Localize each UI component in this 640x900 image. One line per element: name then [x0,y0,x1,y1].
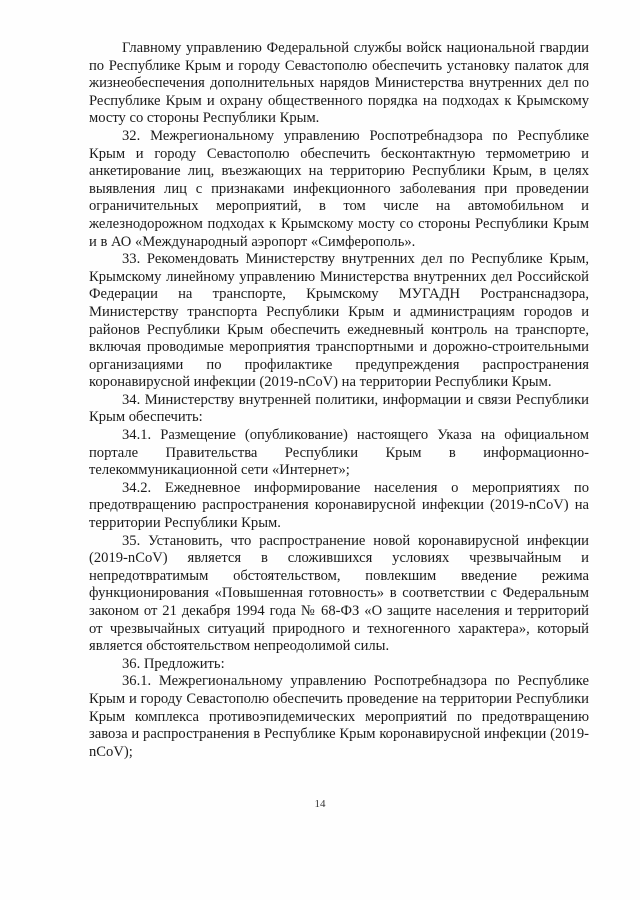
paragraph-34-2: 34.2. Ежедневное информирование населения о мероприятиях по предотвращению распространения коронавирусной инфекции (2019-nCoV) на территории Республики Крым. [89,479,589,532]
paragraph-36: 36. Предложить: [122,655,225,672]
document-body [89,40,589,761]
paragraph-33: 33. Рекомендовать Министерству внутренних дел по Республике Крым, Крымскому линейному управлению Министерства внутренних дел Российской Федерации на транспорте, Крымскому МУГАДН Ространснадзора, Министерству транспорта Республики Крым и администрациям городов и районов Республики Крым обеспечить ежедневный контроль на транспорте, включая проводимые мероприятия транспортными и дорожно-строительными организациями по профилактике предупреждения распространения коронавирусной инфекции (2019-nCoV) на территории Республики Крым. [89,251,589,391]
paragraph-35: 35. Установить, что распространение новой коронавирусной инфекции (2019-nCoV) является в сложившихся условиях чрезвычайным и непредотвратимым обстоятельством, повлекшим введение режима функционирования «Повышенная готовность» в соответствии с Федеральным законом от 21 декабря 1994 года № 68-ФЗ «О защите населения и территорий от чрезвычайных ситуаций природного и техногенного характера», который является обстоятельством непреодолимой силы. [89,532,589,655]
paragraph-32: 32. Межрегиональному управлению Роспотребнадзора по Республике Крым и городу Севастополю обеспечить бесконтактную термометрию и анкетирование лиц, въезжающих на территорию Республики Крым, в целях выявления лиц с признаками инфекционного заболевания при проведении ограничительных мероприятий, в том числе на автомобильном и железнодорожном подходах к Крымскому мосту со стороны Республики Крым и в АО «Международный аэропорт «Симферополь». [89,127,589,250]
page-number: 14 [314,798,326,810]
paragraph-guard-tents: Главному управлению Федеральной службы войск национальной гвардии по Республике Крым и городу Севастополю обеспечить установку палаток для жизнеобеспечения дополнительных нарядов Министерства внутренних дел по Республике Крым и охрану общественного порядка на подходах к Крымскому мосту со стороны Республики Крым. [89,40,589,127]
paragraph-36-1: 36.1. Межрегиональному управлению Роспотребнадзора по Республике Крым и городу Севастополю обеспечить проведение на территории Республики Крым комплекса противоэпидемических мероприятий по предотвращению завоза и распространения в Республике Крым коронавирусной инфекции (2019-nCoV); [89,673,589,760]
paragraph-34: 34. Министерству внутренней политики, информации и связи Республики Крым обеспечить: [89,391,589,426]
paragraph-34-1: 34.1. Размещение (опубликование) настоящего Указа на официальном портале Правительства Республики Крым в информационно-телекоммуникационной сети «Интернет»; [89,427,589,479]
